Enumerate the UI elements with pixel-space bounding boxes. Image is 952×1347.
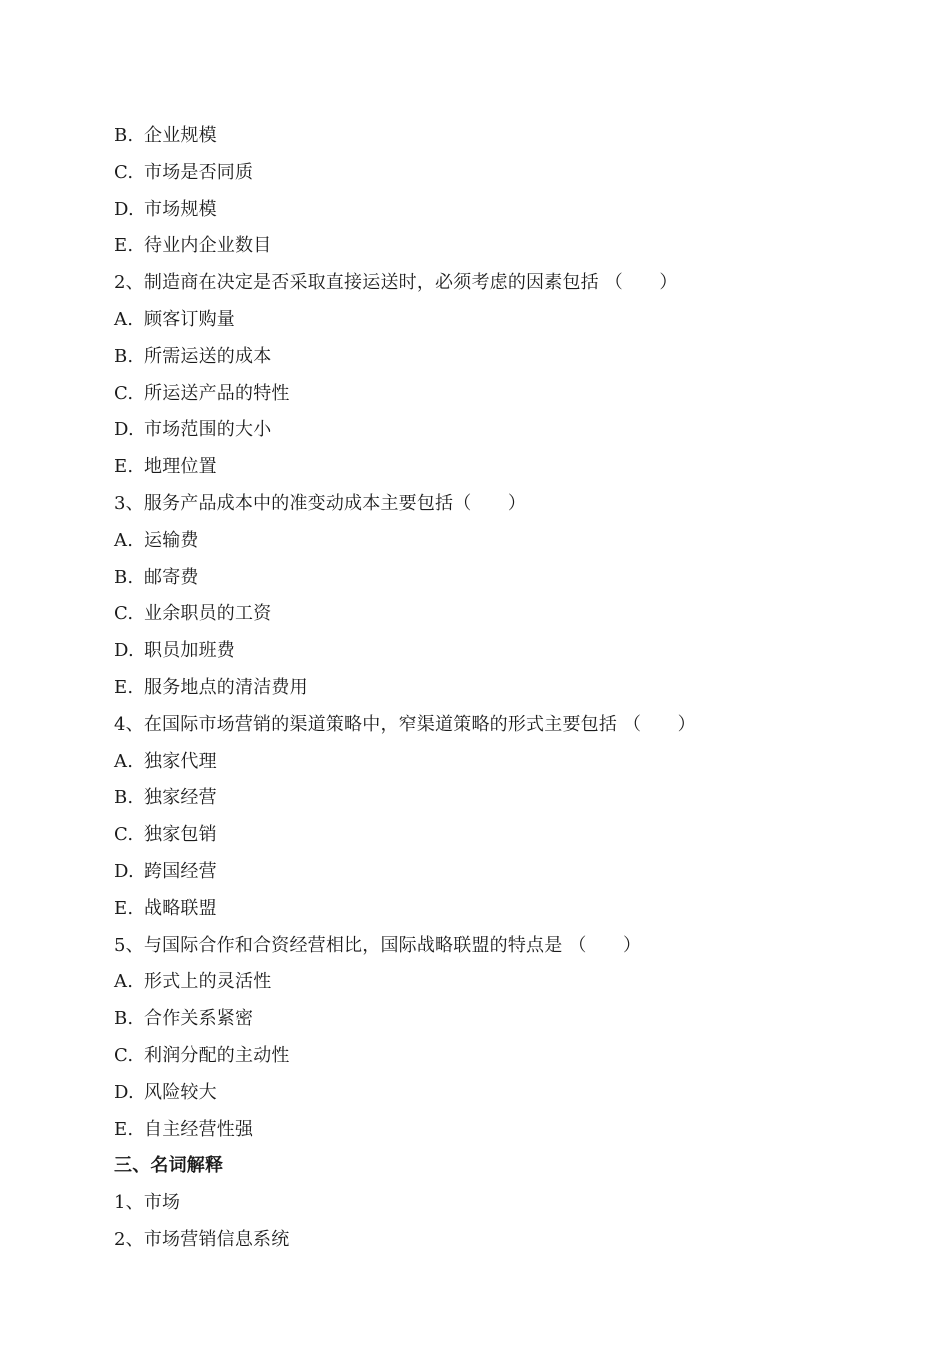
option-text: 业余职员的工资: [144, 603, 272, 625]
answer-option: [114, 817, 874, 854]
option-label: C.: [114, 161, 134, 183]
option-text: 市场范围的大小: [144, 419, 272, 441]
option-text: 利润分配的主动性: [144, 1044, 290, 1066]
answer-option: [114, 376, 874, 413]
section-heading: 三、名词解释: [114, 1155, 224, 1177]
option-text: 邮寄费: [144, 566, 199, 588]
option-label: B.: [114, 566, 134, 588]
answer-option: [114, 523, 874, 560]
answer-option: [114, 339, 874, 376]
option-label: A.: [114, 308, 134, 330]
answer-option: [114, 891, 874, 928]
question-text: 5、与国际合作和合资经营相比，国际战略联盟的特点是 （ ）: [114, 934, 642, 956]
question-text: 1、市场: [114, 1192, 181, 1214]
option-text: 企业规模: [144, 125, 217, 146]
option-text: 战略联盟: [144, 897, 217, 919]
document-body: [114, 118, 874, 1259]
option-label: D.: [114, 419, 134, 441]
option-label: B.: [114, 787, 134, 809]
answer-option: [114, 155, 874, 192]
option-label: A.: [114, 529, 134, 551]
answer-option: [114, 1075, 874, 1112]
option-text: 地理位置: [144, 456, 217, 478]
option-label: D.: [114, 640, 134, 662]
answer-option: [114, 560, 874, 597]
option-label: D.: [114, 860, 134, 882]
option-text: 形式上的灵活性: [144, 971, 272, 993]
option-label: C.: [114, 603, 134, 625]
option-label: C.: [114, 382, 134, 404]
answer-option: [114, 192, 874, 229]
option-label: E.: [114, 235, 134, 257]
answer-option: [114, 1112, 874, 1149]
answer-option: [114, 596, 874, 633]
option-text: 所需运送的成本: [144, 345, 272, 367]
answer-option: [114, 780, 874, 817]
option-text: 顾客订购量: [144, 308, 235, 330]
option-text: 独家包销: [144, 824, 217, 846]
answer-option: [114, 633, 874, 670]
option-text: 独家经营: [144, 787, 217, 809]
question-text: 2、市场营销信息系统: [114, 1228, 290, 1250]
answer-option: [114, 964, 874, 1001]
option-label: C.: [114, 824, 134, 846]
answer-option: [114, 1001, 874, 1038]
answer-option: [114, 302, 874, 339]
option-label: E.: [114, 1118, 134, 1140]
answer-option: [114, 449, 874, 486]
option-label: D.: [114, 198, 134, 220]
option-label: B.: [114, 1008, 134, 1030]
option-text: 服务地点的清洁费用: [144, 676, 308, 698]
option-text: 市场规模: [144, 198, 217, 220]
option-label: B.: [114, 125, 134, 146]
option-text: 跨国经营: [144, 860, 217, 882]
option-text: 所运送产品的特性: [144, 382, 290, 404]
option-label: B.: [114, 345, 134, 367]
option-text: 职员加班费: [144, 640, 235, 662]
answer-option: [114, 412, 874, 449]
answer-option: [114, 1038, 874, 1075]
question-text: 3、服务产品成本中的准变动成本主要包括（ ）: [114, 492, 527, 514]
option-label: E.: [114, 676, 134, 698]
option-label: D.: [114, 1081, 134, 1103]
option-text: 独家代理: [144, 750, 217, 772]
option-text: 待业内企业数目: [144, 235, 272, 257]
option-text: 运输费: [144, 529, 199, 551]
option-text: 合作关系紧密: [144, 1008, 254, 1030]
option-label: C.: [114, 1044, 134, 1066]
answer-option: [114, 744, 874, 781]
option-label: E.: [114, 456, 134, 478]
option-label: A.: [114, 750, 134, 772]
option-text: 市场是否同质: [144, 161, 254, 183]
answer-option: [114, 670, 874, 707]
answer-option: [114, 228, 874, 265]
option-text: 自主经营性强: [144, 1118, 254, 1140]
option-label: E.: [114, 897, 134, 919]
answer-option: [114, 854, 874, 891]
answer-option: [114, 118, 874, 155]
question-text: 4、在国际市场营销的渠道策略中，窄渠道策略的形式主要包括 （ ）: [114, 713, 696, 735]
question-text: 2、制造商在决定是否采取直接运送时，必须考虑的因素包括 （ ）: [114, 272, 678, 294]
option-text: 风险较大: [144, 1081, 217, 1103]
option-label: A.: [114, 971, 134, 993]
